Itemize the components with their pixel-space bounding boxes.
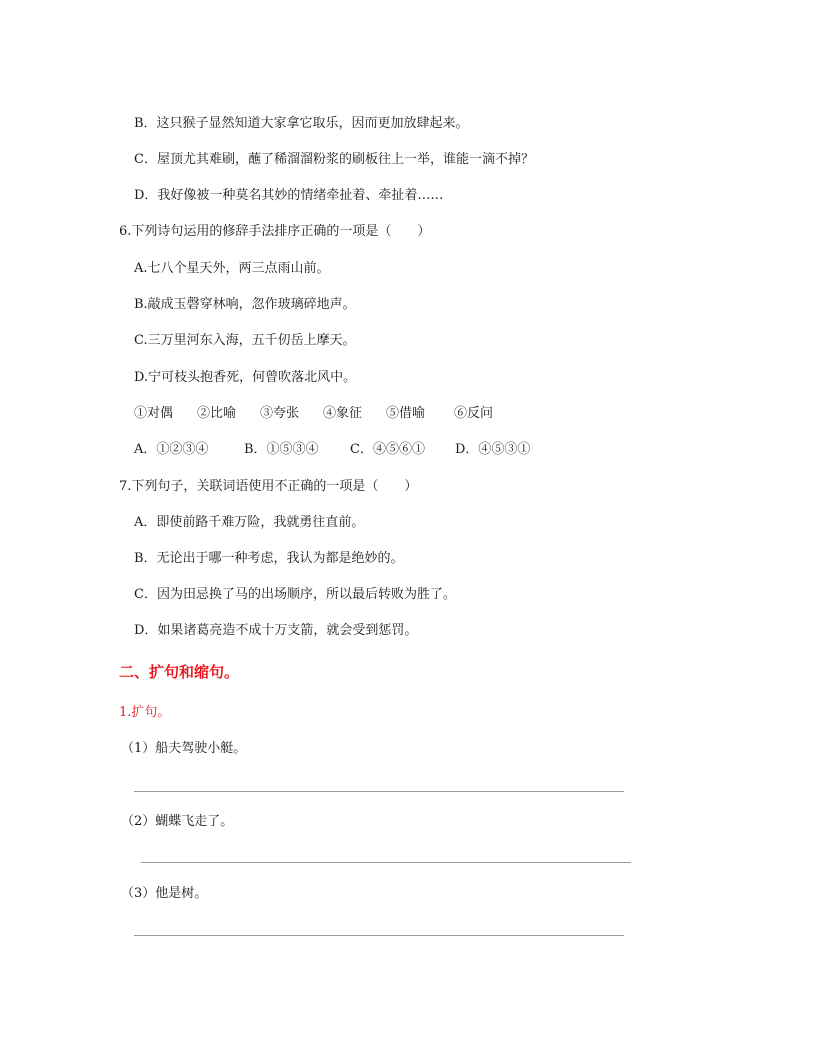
answer-line-1[interactable] — [134, 791, 624, 792]
section-2-title: 二、扩句和缩句。 — [119, 663, 240, 681]
expand-item-1: （1）船夫驾驶小艇。 — [121, 741, 247, 756]
q7-option-a: A．即使前路千难万险，我就勇往直前。 — [134, 515, 365, 530]
q6-option-c: C.三万里河东入海，五千仞岳上摩天。 — [134, 333, 356, 348]
q7-option-d: D．如果诸葛亮造不成十万支箭，就会受到惩罚。 — [134, 623, 418, 638]
q7-option-b: B．无论出于哪一种考虑，我认为都是绝妙的。 — [134, 551, 404, 566]
q6-choice-b: B．①⑤③④ — [244, 442, 319, 457]
q6-techniques — [134, 406, 493, 422]
answer-line-3[interactable] — [134, 935, 624, 936]
q6-choices — [134, 442, 530, 458]
q5-option-d: D．我好像被一种莫名其妙的情绪牵扯着、牵扯着…… — [134, 188, 444, 203]
q6-choice-a: A．①②③④ — [134, 442, 209, 457]
section-2-part-1: 1.扩句。 — [119, 705, 171, 720]
expand-item-2: （2）蝴蝶飞走了。 — [121, 814, 234, 829]
technique-3: ③夸张 — [260, 406, 300, 421]
q7-stem: 7.下列句子，关联词语使用不正确的一项是（ ） — [119, 479, 418, 494]
q6-option-a: A.七八个星天外，两三点雨山前。 — [134, 261, 330, 276]
technique-6: ⑥反问 — [454, 406, 494, 421]
q5-option-c: C．屋顶尤其难刷，蘸了稀溜溜粉浆的刷板往上一举，谁能一滴不掉？ — [134, 152, 534, 167]
technique-4: ④象征 — [323, 406, 363, 421]
q6-choice-d: D．④⑤③① — [455, 442, 531, 457]
q6-option-d: D.宁可枝头抱香死，何曾吹落北风中。 — [134, 370, 357, 385]
technique-2: ②比喻 — [197, 406, 237, 421]
q6-option-b: B.敲成玉磬穿林响，忽作玻璃碎地声。 — [134, 297, 356, 312]
q6-choice-c: C．④⑤⑥① — [350, 442, 425, 457]
q6-stem: 6.下列诗句运用的修辞手法排序正确的一项是（ ） — [119, 224, 431, 239]
technique-5: ⑤借喻 — [386, 406, 426, 421]
answer-line-2[interactable] — [141, 862, 631, 863]
expand-item-3: （3）他是树。 — [121, 886, 208, 901]
q7-option-c: C．因为田忌换了马的出场顺序，所以最后转败为胜了。 — [134, 587, 456, 602]
q5-option-b: B．这只猴子显然知道大家拿它取乐，因而更加放肆起来。 — [134, 116, 469, 131]
technique-1: ①对偶 — [134, 406, 174, 421]
